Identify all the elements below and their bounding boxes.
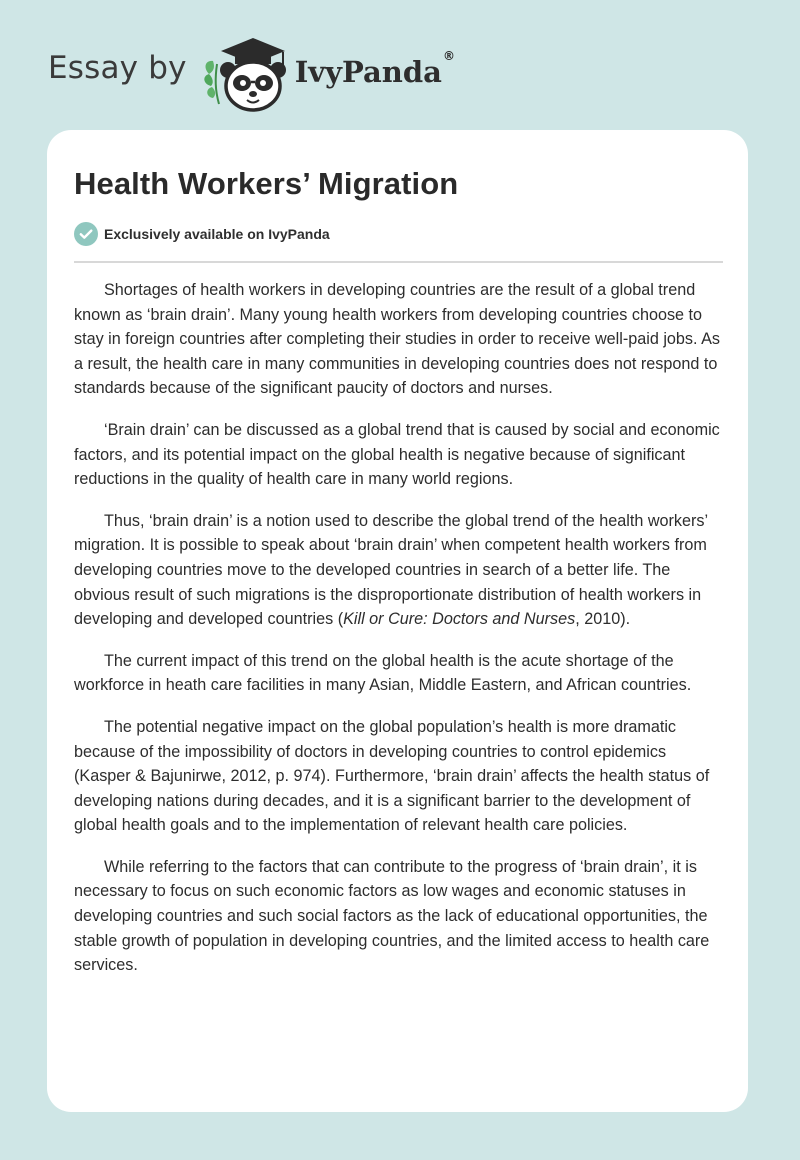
brand-name-text: IvyPanda xyxy=(294,55,442,89)
registered-mark: ® xyxy=(442,49,455,63)
brand-name xyxy=(294,49,455,89)
check-circle-icon xyxy=(74,222,98,246)
essay-body xyxy=(74,278,726,995)
brand-prefix: Essay by xyxy=(48,50,187,86)
essay-card xyxy=(47,130,748,1112)
paragraph-2: ‘Brain drain’ can be discussed as a global trend that is caused by social and economic factors, and its potential impact on the global health is negative because of significant reductions in the quality of health care in many world regions. xyxy=(74,420,720,489)
paragraph-3-text: Thus, ‘brain drain’ is a notion used to describe the global trend of the health workers’ migration. It is possible to speak about ‘brain drain’ when competent health workers from developing countries move to the developed countries in search of a better life. The obvious result of such migrations is the disproportionate distribution of health workers in developing and developed countries ( xyxy=(74,511,708,629)
citation-title: Kill or Cure: Doctors and Nurses xyxy=(343,610,576,629)
page-title: Health Workers’ Migration xyxy=(74,166,459,201)
paragraph-5: The potential negative impact on the global population’s health is more dramatic because of the impossibility of doctors in developing countries to control epidemics (Kasper & Bajunirwe, 2012, p. 974). Furthermore, ‘brain drain’ affects the health status of developing nations during decades, and it is a significant barrier to the development of global health goals and to the implementation of relevant health care policies. xyxy=(74,717,710,835)
paragraph-1: Shortages of health workers in developing countries are the result of a global trend known as ‘brain drain’. Many young health workers from developing countries choose to stay in foreign countries after completing their studies in order to receive well-paid jobs. As a result, the health care in many communities in developing countries does not respond to standards because of the significant paucity of doctors and nurses. xyxy=(74,281,721,398)
paragraph-3 xyxy=(74,509,726,632)
panda-graduate-icon xyxy=(201,34,291,114)
exclusive-badge xyxy=(74,222,330,246)
paragraph-3-text-end: , 2010). xyxy=(575,610,631,629)
paragraph-6: While referring to the factors that can contribute to the progress of ‘brain drain’, it is necessary to focus on such economic factors as low wages and economic statuses in developing countries and such social factors as the lack of educational opportunities, the stable growth of population in developing countries, and the limited access to health care services. xyxy=(74,857,710,975)
exclusive-label: Exclusively available on IvyPanda xyxy=(104,226,330,242)
paragraph-4: The current impact of this trend on the global health is the acute shortage of the workforce in heath care facilities in many Asian, Middle Eastern, and African countries. xyxy=(74,651,692,695)
brand-header xyxy=(48,34,455,114)
divider xyxy=(74,261,723,263)
